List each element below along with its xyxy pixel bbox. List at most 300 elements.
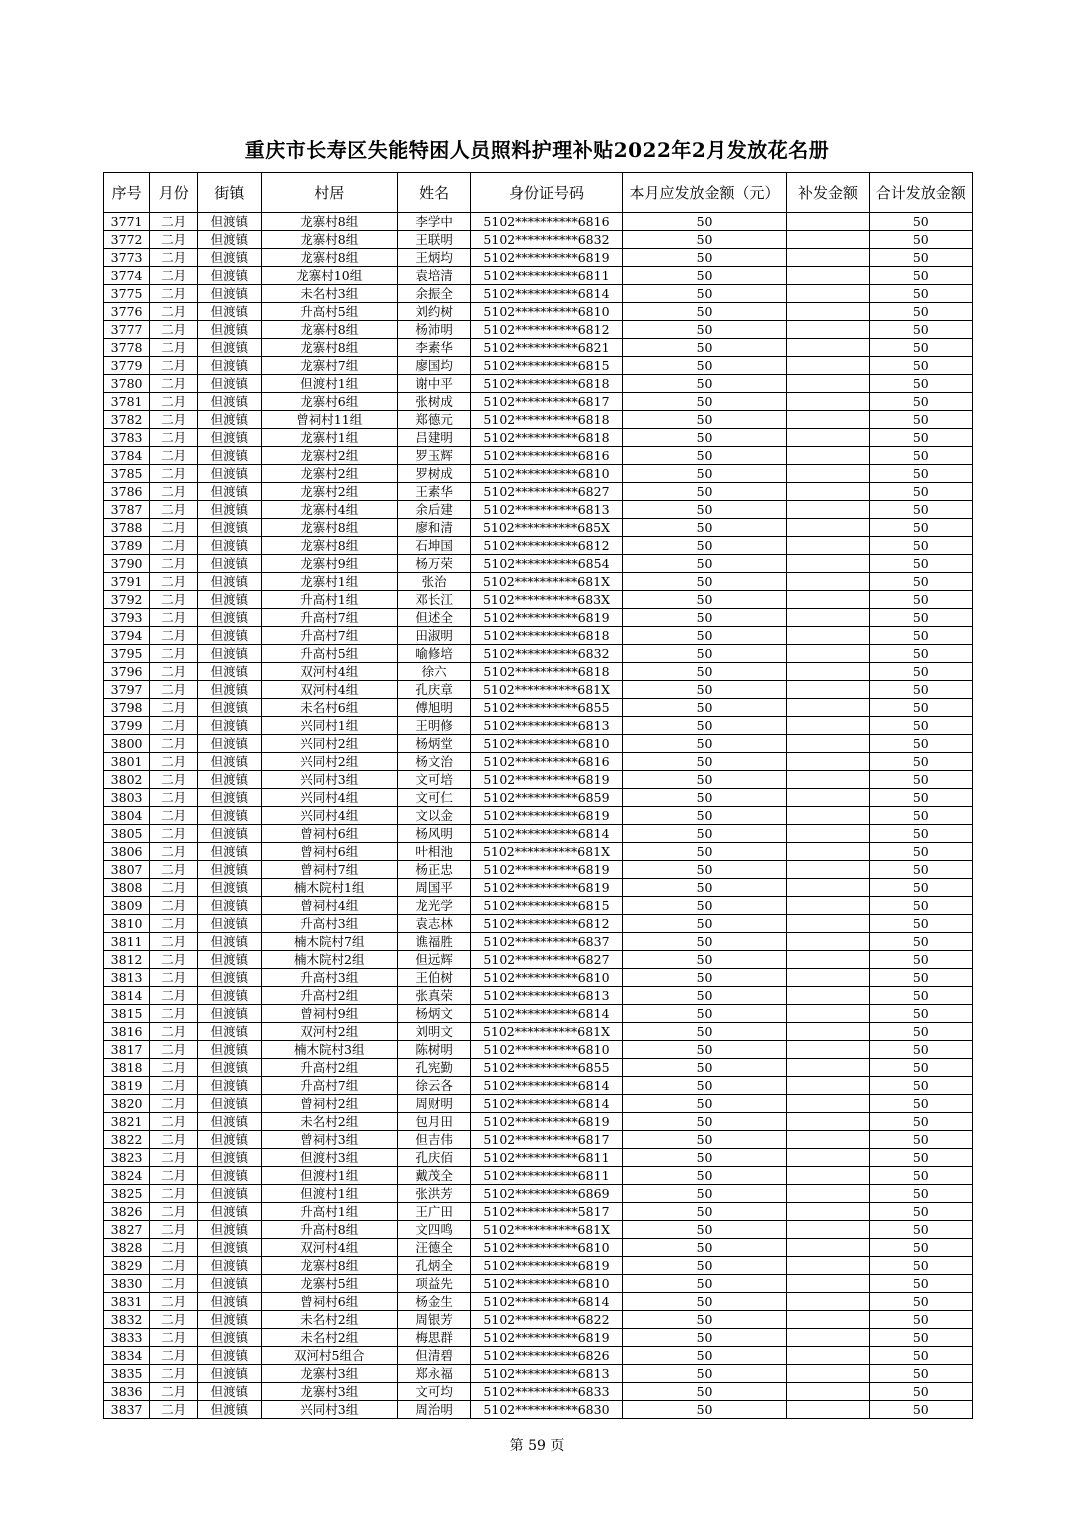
table-row (104, 951, 973, 969)
cell-monthly-amount: 50 (622, 555, 787, 573)
cell-town: 但渡镇 (198, 501, 261, 519)
cell-town: 但渡镇 (198, 1347, 261, 1365)
table-row (104, 285, 973, 303)
cell-village: 龙寨村6组 (261, 393, 397, 411)
cell-index: 3827 (104, 1221, 150, 1239)
cell-monthly-amount: 50 (622, 1005, 787, 1023)
table-row (104, 807, 973, 825)
cell-village: 楠木院村1组 (261, 879, 397, 897)
cell-id-number: 5102**********6815 (471, 357, 623, 375)
cell-town: 但渡镇 (198, 1131, 261, 1149)
cell-index: 3807 (104, 861, 150, 879)
cell-total-amount: 50 (869, 1095, 972, 1113)
cell-month: 二月 (150, 321, 198, 339)
cell-month: 二月 (150, 1023, 198, 1041)
table-row (104, 1005, 973, 1023)
cell-month: 二月 (150, 1401, 198, 1419)
cell-town: 但渡镇 (198, 1221, 261, 1239)
cell-index: 3799 (104, 717, 150, 735)
cell-monthly-amount: 50 (622, 1347, 787, 1365)
cell-supplement-amount (787, 519, 869, 537)
cell-total-amount: 50 (869, 429, 972, 447)
cell-id-number: 5102**********6816 (471, 213, 623, 231)
cell-name: 文可仁 (397, 789, 470, 807)
cell-index: 3815 (104, 1005, 150, 1023)
cell-village: 兴同村4组 (261, 807, 397, 825)
cell-month: 二月 (150, 1131, 198, 1149)
cell-monthly-amount: 50 (622, 429, 787, 447)
cell-monthly-amount: 50 (622, 1023, 787, 1041)
cell-supplement-amount (787, 1221, 869, 1239)
cell-month: 二月 (150, 357, 198, 375)
cell-town: 但渡镇 (198, 1041, 261, 1059)
cell-index: 3834 (104, 1347, 150, 1365)
cell-id-number: 5102**********6819 (471, 249, 623, 267)
cell-index: 3802 (104, 771, 150, 789)
cell-total-amount: 50 (869, 1221, 972, 1239)
cell-index: 3775 (104, 285, 150, 303)
cell-id-number: 5102**********6810 (471, 1041, 623, 1059)
cell-id-number: 5102**********6819 (471, 1257, 623, 1275)
cell-name: 文以金 (397, 807, 470, 825)
cell-month: 二月 (150, 537, 198, 555)
cell-total-amount: 50 (869, 1239, 972, 1257)
cell-monthly-amount: 50 (622, 933, 787, 951)
table-row (104, 825, 973, 843)
cell-name: 周银芳 (397, 1311, 470, 1329)
cell-total-amount: 50 (869, 1023, 972, 1041)
cell-village: 未名村3组 (261, 285, 397, 303)
cell-monthly-amount: 50 (622, 1131, 787, 1149)
cell-monthly-amount: 50 (622, 573, 787, 591)
table-row (104, 915, 973, 933)
cell-town: 但渡镇 (198, 681, 261, 699)
table-row (104, 735, 973, 753)
cell-total-amount: 50 (869, 393, 972, 411)
cell-index: 3789 (104, 537, 150, 555)
cell-supplement-amount (787, 843, 869, 861)
table-row (104, 447, 973, 465)
cell-index: 3804 (104, 807, 150, 825)
cell-village: 兴同村2组 (261, 753, 397, 771)
header-name: 姓名 (397, 173, 470, 213)
cell-month: 二月 (150, 1149, 198, 1167)
cell-total-amount: 50 (869, 501, 972, 519)
cell-total-amount: 50 (869, 771, 972, 789)
cell-town: 但渡镇 (198, 609, 261, 627)
cell-name: 郑德元 (397, 411, 470, 429)
cell-supplement-amount (787, 1113, 869, 1131)
table-row (104, 699, 973, 717)
cell-name: 包月田 (397, 1113, 470, 1131)
cell-total-amount: 50 (869, 1401, 972, 1419)
cell-index: 3784 (104, 447, 150, 465)
cell-total-amount: 50 (869, 1293, 972, 1311)
table-row (104, 1221, 973, 1239)
cell-village: 升高村7组 (261, 609, 397, 627)
cell-town: 但渡镇 (198, 1257, 261, 1275)
cell-village: 龙寨村3组 (261, 1383, 397, 1401)
cell-month: 二月 (150, 969, 198, 987)
cell-supplement-amount (787, 1203, 869, 1221)
cell-village: 未名村6组 (261, 699, 397, 717)
cell-monthly-amount: 50 (622, 1095, 787, 1113)
cell-monthly-amount: 50 (622, 717, 787, 735)
cell-village: 龙寨村10组 (261, 267, 397, 285)
cell-index: 3777 (104, 321, 150, 339)
cell-village: 兴同村3组 (261, 1401, 397, 1419)
cell-id-number: 5102**********6814 (471, 1005, 623, 1023)
cell-month: 二月 (150, 735, 198, 753)
cell-total-amount: 50 (869, 465, 972, 483)
cell-supplement-amount (787, 1275, 869, 1293)
cell-town: 但渡镇 (198, 1059, 261, 1077)
header-total-amount: 合计发放金额 (869, 173, 972, 213)
cell-monthly-amount: 50 (622, 357, 787, 375)
cell-index: 3800 (104, 735, 150, 753)
cell-supplement-amount (787, 429, 869, 447)
cell-index: 3806 (104, 843, 150, 861)
cell-monthly-amount: 50 (622, 861, 787, 879)
cell-total-amount: 50 (869, 1149, 972, 1167)
cell-supplement-amount (787, 1005, 869, 1023)
cell-id-number: 5102**********6837 (471, 933, 623, 951)
cell-supplement-amount (787, 915, 869, 933)
cell-village: 龙寨村3组 (261, 1365, 397, 1383)
table-row (104, 1347, 973, 1365)
table-row (104, 501, 973, 519)
cell-name: 孔宪勤 (397, 1059, 470, 1077)
table-row (104, 591, 973, 609)
cell-month: 二月 (150, 267, 198, 285)
cell-month: 二月 (150, 249, 198, 267)
cell-monthly-amount: 50 (622, 1365, 787, 1383)
cell-name: 田淑明 (397, 627, 470, 645)
cell-total-amount: 50 (869, 555, 972, 573)
cell-village: 龙寨村5组 (261, 1275, 397, 1293)
table-row (104, 483, 973, 501)
cell-village: 曾祠村9组 (261, 1005, 397, 1023)
cell-name: 文可培 (397, 771, 470, 789)
cell-index: 3837 (104, 1401, 150, 1419)
cell-village: 龙寨村8组 (261, 339, 397, 357)
cell-index: 3791 (104, 573, 150, 591)
cell-month: 二月 (150, 1005, 198, 1023)
cell-town: 但渡镇 (198, 285, 261, 303)
table-row (104, 393, 973, 411)
cell-monthly-amount: 50 (622, 753, 787, 771)
cell-supplement-amount (787, 1293, 869, 1311)
table-row (104, 1257, 973, 1275)
cell-town: 但渡镇 (198, 465, 261, 483)
cell-id-number: 5102**********6816 (471, 447, 623, 465)
cell-village: 双河村4组 (261, 1239, 397, 1257)
cell-total-amount: 50 (869, 411, 972, 429)
cell-id-number: 5102**********6832 (471, 231, 623, 249)
cell-village: 龙寨村8组 (261, 537, 397, 555)
cell-supplement-amount (787, 717, 869, 735)
table-row (104, 537, 973, 555)
cell-id-number: 5102**********6854 (471, 555, 623, 573)
cell-monthly-amount: 50 (622, 393, 787, 411)
cell-supplement-amount (787, 663, 869, 681)
cell-index: 3836 (104, 1383, 150, 1401)
cell-village: 但渡村3组 (261, 1149, 397, 1167)
cell-town: 但渡镇 (198, 483, 261, 501)
cell-index: 3813 (104, 969, 150, 987)
cell-name: 叶相池 (397, 843, 470, 861)
cell-name: 张树成 (397, 393, 470, 411)
cell-supplement-amount (787, 879, 869, 897)
cell-total-amount: 50 (869, 1167, 972, 1185)
cell-town: 但渡镇 (198, 717, 261, 735)
cell-total-amount: 50 (869, 807, 972, 825)
cell-month: 二月 (150, 339, 198, 357)
cell-month: 二月 (150, 987, 198, 1005)
cell-monthly-amount: 50 (622, 501, 787, 519)
cell-village: 龙寨村8组 (261, 519, 397, 537)
cell-index: 3819 (104, 1077, 150, 1095)
cell-town: 但渡镇 (198, 375, 261, 393)
cell-total-amount: 50 (869, 825, 972, 843)
table-header-row (104, 173, 973, 213)
cell-name: 杨金生 (397, 1293, 470, 1311)
cell-id-number: 5102**********681X (471, 681, 623, 699)
cell-village: 升高村3组 (261, 915, 397, 933)
cell-total-amount: 50 (869, 1041, 972, 1059)
cell-town: 但渡镇 (198, 1167, 261, 1185)
cell-index: 3795 (104, 645, 150, 663)
cell-village: 升高村5组 (261, 303, 397, 321)
cell-month: 二月 (150, 555, 198, 573)
cell-name: 邓长江 (397, 591, 470, 609)
cell-name: 廖国均 (397, 357, 470, 375)
cell-id-number: 5102**********6819 (471, 879, 623, 897)
cell-supplement-amount (787, 249, 869, 267)
header-supplement-amount: 补发金额 (787, 173, 869, 213)
cell-monthly-amount: 50 (622, 843, 787, 861)
cell-supplement-amount (787, 753, 869, 771)
cell-town: 但渡镇 (198, 267, 261, 285)
cell-village: 升高村8组 (261, 1221, 397, 1239)
cell-town: 但渡镇 (198, 1239, 261, 1257)
cell-month: 二月 (150, 573, 198, 591)
cell-total-amount: 50 (869, 1257, 972, 1275)
cell-town: 但渡镇 (198, 987, 261, 1005)
cell-monthly-amount: 50 (622, 231, 787, 249)
cell-total-amount: 50 (869, 591, 972, 609)
cell-name: 龙光学 (397, 897, 470, 915)
cell-index: 3821 (104, 1113, 150, 1131)
cell-town: 但渡镇 (198, 213, 261, 231)
table-row (104, 969, 973, 987)
cell-month: 二月 (150, 897, 198, 915)
cell-village: 未名村2组 (261, 1113, 397, 1131)
cell-index: 3776 (104, 303, 150, 321)
cell-village: 龙寨村8组 (261, 213, 397, 231)
cell-village: 但渡村1组 (261, 375, 397, 393)
cell-village: 龙寨村8组 (261, 231, 397, 249)
cell-index: 3831 (104, 1293, 150, 1311)
page-title: 重庆市长寿区失能特困人员照料护理补贴2022年2月发放花名册 (244, 138, 830, 162)
cell-supplement-amount (787, 681, 869, 699)
cell-village: 升高村7组 (261, 1077, 397, 1095)
table-row (104, 861, 973, 879)
cell-monthly-amount: 50 (622, 879, 787, 897)
cell-monthly-amount: 50 (622, 213, 787, 231)
cell-monthly-amount: 50 (622, 1113, 787, 1131)
cell-id-number: 5102**********6827 (471, 951, 623, 969)
cell-month: 二月 (150, 483, 198, 501)
cell-month: 二月 (150, 879, 198, 897)
cell-id-number: 5102**********6811 (471, 267, 623, 285)
table-row (104, 1077, 973, 1095)
cell-village: 楠木院村3组 (261, 1041, 397, 1059)
cell-monthly-amount: 50 (622, 1203, 787, 1221)
cell-village: 曾祠村4组 (261, 897, 397, 915)
cell-id-number: 5102**********6816 (471, 753, 623, 771)
cell-name: 周治明 (397, 1401, 470, 1419)
cell-index: 3798 (104, 699, 150, 717)
cell-town: 但渡镇 (198, 915, 261, 933)
cell-id-number: 5102**********6818 (471, 411, 623, 429)
table-row (104, 555, 973, 573)
cell-name: 傅旭明 (397, 699, 470, 717)
cell-id-number: 5102**********6810 (471, 735, 623, 753)
table-row (104, 1131, 973, 1149)
cell-town: 但渡镇 (198, 1149, 261, 1167)
cell-supplement-amount (787, 537, 869, 555)
cell-total-amount: 50 (869, 285, 972, 303)
cell-month: 二月 (150, 681, 198, 699)
cell-supplement-amount (787, 789, 869, 807)
cell-monthly-amount: 50 (622, 825, 787, 843)
cell-month: 二月 (150, 663, 198, 681)
cell-monthly-amount: 50 (622, 789, 787, 807)
table-row (104, 1275, 973, 1293)
cell-name: 刘约树 (397, 303, 470, 321)
cell-index: 3828 (104, 1239, 150, 1257)
cell-supplement-amount (787, 1023, 869, 1041)
table-row (104, 465, 973, 483)
table-row (104, 1239, 973, 1257)
cell-monthly-amount: 50 (622, 663, 787, 681)
cell-village: 龙寨村8组 (261, 321, 397, 339)
cell-town: 但渡镇 (198, 1275, 261, 1293)
cell-name: 周国平 (397, 879, 470, 897)
cell-id-number: 5102**********6815 (471, 897, 623, 915)
table-row (104, 627, 973, 645)
cell-name: 戴茂全 (397, 1167, 470, 1185)
cell-id-number: 5102**********6822 (471, 1311, 623, 1329)
cell-total-amount: 50 (869, 897, 972, 915)
cell-town: 但渡镇 (198, 807, 261, 825)
cell-total-amount: 50 (869, 213, 972, 231)
cell-month: 二月 (150, 753, 198, 771)
cell-total-amount: 50 (869, 267, 972, 285)
cell-index: 3832 (104, 1311, 150, 1329)
cell-month: 二月 (150, 1365, 198, 1383)
cell-name: 张治 (397, 573, 470, 591)
cell-name: 袁培清 (397, 267, 470, 285)
cell-name: 但清碧 (397, 1347, 470, 1365)
cell-town: 但渡镇 (198, 627, 261, 645)
cell-index: 3809 (104, 897, 150, 915)
cell-supplement-amount (787, 969, 869, 987)
cell-index: 3830 (104, 1275, 150, 1293)
cell-total-amount: 50 (869, 951, 972, 969)
cell-village: 未名村2组 (261, 1311, 397, 1329)
cell-id-number: 5102**********6814 (471, 285, 623, 303)
cell-id-number: 5102**********681X (471, 843, 623, 861)
cell-monthly-amount: 50 (622, 1383, 787, 1401)
cell-village: 升高村1组 (261, 591, 397, 609)
cell-month: 二月 (150, 1221, 198, 1239)
cell-monthly-amount: 50 (622, 249, 787, 267)
cell-index: 3774 (104, 267, 150, 285)
cell-name: 杨万荣 (397, 555, 470, 573)
cell-total-amount: 50 (869, 1347, 972, 1365)
cell-month: 二月 (150, 393, 198, 411)
cell-name: 袁志林 (397, 915, 470, 933)
cell-total-amount: 50 (869, 699, 972, 717)
cell-month: 二月 (150, 1329, 198, 1347)
cell-monthly-amount: 50 (622, 609, 787, 627)
cell-total-amount: 50 (869, 1383, 972, 1401)
cell-id-number: 5102**********6810 (471, 1239, 623, 1257)
cell-id-number: 5102**********6833 (471, 1383, 623, 1401)
cell-monthly-amount: 50 (622, 537, 787, 555)
cell-index: 3822 (104, 1131, 150, 1149)
header-town: 街镇 (198, 173, 261, 213)
cell-village: 升高村2组 (261, 1059, 397, 1077)
cell-total-amount: 50 (869, 1275, 972, 1293)
cell-town: 但渡镇 (198, 1203, 261, 1221)
cell-total-amount: 50 (869, 483, 972, 501)
cell-month: 二月 (150, 303, 198, 321)
table-row (104, 303, 973, 321)
cell-month: 二月 (150, 699, 198, 717)
cell-month: 二月 (150, 951, 198, 969)
header-monthly-amount: 本月应发放金额（元） (622, 173, 787, 213)
cell-supplement-amount (787, 483, 869, 501)
cell-index: 3801 (104, 753, 150, 771)
cell-town: 但渡镇 (198, 1401, 261, 1419)
cell-supplement-amount (787, 393, 869, 411)
cell-id-number: 5102**********6818 (471, 375, 623, 393)
table-row (104, 681, 973, 699)
cell-town: 但渡镇 (198, 321, 261, 339)
table-row (104, 645, 973, 663)
cell-town: 但渡镇 (198, 645, 261, 663)
table-row (104, 213, 973, 231)
cell-monthly-amount: 50 (622, 771, 787, 789)
table-row (104, 519, 973, 537)
table-row (104, 1095, 973, 1113)
cell-supplement-amount (787, 555, 869, 573)
cell-index: 3785 (104, 465, 150, 483)
cell-name: 王明修 (397, 717, 470, 735)
cell-town: 但渡镇 (198, 411, 261, 429)
cell-supplement-amount (787, 465, 869, 483)
cell-total-amount: 50 (869, 717, 972, 735)
cell-month: 二月 (150, 1257, 198, 1275)
cell-town: 但渡镇 (198, 1005, 261, 1023)
cell-total-amount: 50 (869, 249, 972, 267)
cell-town: 但渡镇 (198, 879, 261, 897)
cell-village: 兴同村2组 (261, 735, 397, 753)
cell-id-number: 5102**********6814 (471, 825, 623, 843)
